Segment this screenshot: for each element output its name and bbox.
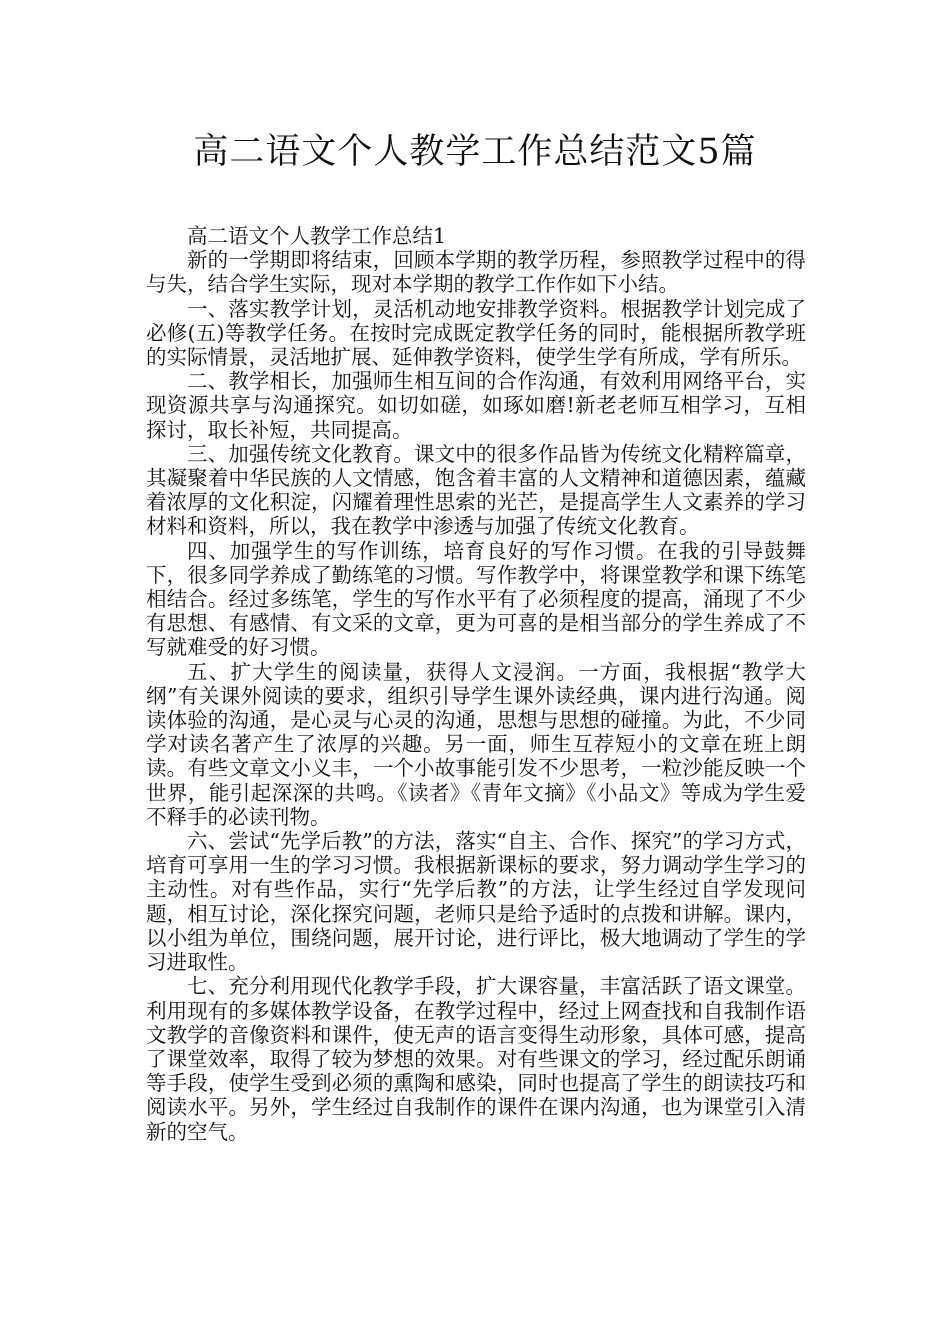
paragraph-4: 四、加强学生的写作训练，培育良好的写作习惯。在我的引导鼓舞下，很多同学养成了勤练笔的习惯。写作教学中，将课堂教学和课下练笔相结合。经过多练笔，学生的写作水平有了必须程度的提高，涌现了不少有思想、有感情、有文采的文章，更为可喜的是相当部分的学生养成了不写就难受的好习惯。	[146, 538, 806, 660]
paragraph-intro: 新的一学期即将结束，回顾本学期的教学历程，参照教学过程中的得与失，结合学生实际，现对本学期的教学工作作如下小结。	[146, 248, 806, 297]
paragraph-1: 一、落实教学计划，灵活机动地安排教学资料。根据教学计划完成了必修(五)等教学任务。在按时完成既定教学任务的同时，能根据所教学班的实际情景，灵活地扩展、延伸教学资料，使学生学有所成，学有所乐。	[146, 296, 806, 370]
paragraph-7: 七、充分利用现代化教学手段，扩大课容量，丰富活跃了语文课堂。利用现有的多媒体教学设备，在教学过程中，经过上网查找和自我制作语文教学的音像资料和课件，使无声的语言变得生动形象，具体可感，提高了课堂效率，取得了较为梦想的效果。对有些课文的学习，经过配乐朗诵等手段，使学生受到必须的熏陶和感染，同时也提高了学生的朗读技巧和阅读水平。另外，学生经过自我制作的课件在课内沟通，也为课堂引入清新的空气。	[146, 974, 806, 1144]
paragraph-6: 六、尝试“先学后教”的方法，落实“自主、合作、探究”的学习方式，培育可享用一生的学习习惯。我根据新课标的要求，努力调动学生学习的主动性。对有些作品，实行“先学后教”的方法，让学生经过自学发现问题，相互讨论，深化探究问题，老师只是给予适时的点拨和讲解。课内，以小组为单位，围绕问题，展开讨论，进行评比，极大地调动了学生的学习进取性。	[146, 829, 806, 975]
paragraph-3: 三、加强传统文化教育。课文中的很多作品皆为传统文化精粹篇章，其凝聚着中华民族的人文情感，饱含着丰富的人文精神和道德因素，蕴藏着浓厚的文化积淀，闪耀着理性思索的光芒，是提高学生人文素养的学习材料和资料，所以，我在教学中渗透与加强了传统文化教育。	[146, 441, 806, 539]
document-title: 高二语文个人教学工作总结范文5篇	[193, 132, 757, 172]
document-body	[146, 224, 806, 1144]
section-heading: 高二语文个人教学工作总结1	[187, 224, 447, 248]
paragraph-5: 五、扩大学生的阅读量，获得人文浸润。一方面，我根据“教学大纲”有关课外阅读的要求，组织引导学生课外读经典，课内进行沟通。阅读体验的沟通，是心灵与心灵的沟通，思想与思想的碰撞。为此，不少同学对读名著产生了浓厚的兴趣。另一面，师生互荐短小的文章在班上朗读。有些文章文小义丰，一个小故事能引发不少思考，一粒沙能反映一个世界，能引起深深的共鸣。《读者》《青年文摘》《小品文》等成为学生爱不释手的必读刊物。	[146, 659, 806, 829]
paragraph-2: 二、教学相长，加强师生相互间的合作沟通，有效利用网络平台，实现资源共享与沟通探究。如切如磋，如琢如磨!新老老师互相学习，互相探讨，取长补短，共同提高。	[146, 369, 806, 442]
